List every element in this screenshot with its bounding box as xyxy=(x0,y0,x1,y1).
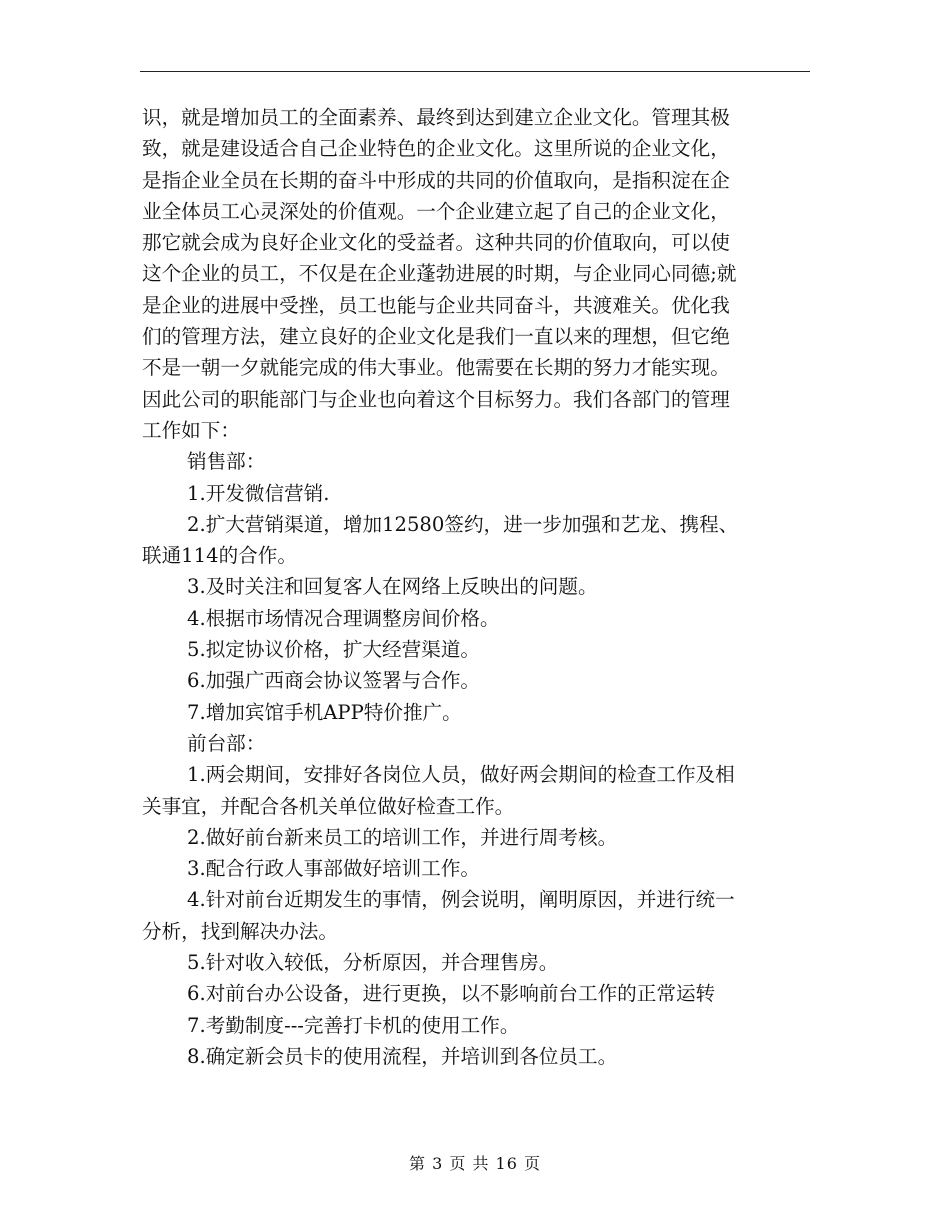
front-desk-item-6: 6.对前台办公设备，进行更换，以不影响前台工作的正常运转 xyxy=(187,982,716,1006)
body-line: 不是一朝一夕就能完成的伟大事业。他需要在长期的努力才能实现。 xyxy=(142,356,730,380)
body-line: 识，就是增加员工的全面素养、最终到达到建立企业文化。管理其极 xyxy=(142,106,730,129)
front-desk-item-3: 3.配合行政人事部做好培训工作。 xyxy=(187,857,481,881)
sales-item-5: 5.拟定协议价格，扩大经营渠道。 xyxy=(187,638,481,662)
body-line: 那它就会成为良好企业文化的受益者。这种共同的价值取向，可以使 xyxy=(142,231,730,255)
front-desk-item-4-continued: 分析，找到解决办法。 xyxy=(142,919,338,943)
sales-item-4: 4.根据市场情况合理调整房间价格。 xyxy=(187,606,500,630)
body-line: 因此公司的职能部门与企业也向着这个目标努力。我们各部门的管理 xyxy=(142,387,730,411)
document-body xyxy=(142,102,810,1072)
front-desk-item-8: 8.确定新会员卡的使用流程，并培训到各位员工。 xyxy=(187,1044,618,1068)
body-line: 们的管理方法，建立良好的企业文化是我们一直以来的理想，但它绝 xyxy=(142,325,730,349)
page-footer: 第 3 页 共 16 页 xyxy=(409,1154,541,1173)
sales-item-1: 1.开发微信营销. xyxy=(187,481,330,505)
front-desk-heading: 前台部： xyxy=(187,731,266,755)
body-line: 是指企业全员在长期的奋斗中形成的共同的价值取向，是指积淀在企 xyxy=(142,168,730,192)
sales-heading: 销售部： xyxy=(187,450,266,474)
front-desk-item-5: 5.针对收入较低，分析原因，并合理售房。 xyxy=(187,951,559,975)
body-line: 是企业的进展中受挫，员工也能与企业共同奋斗，共渡难关。优化我 xyxy=(142,293,730,317)
front-desk-item-2: 2.做好前台新来员工的培训工作，并进行周考核。 xyxy=(187,825,618,849)
sales-item-6: 6.加强广西商会协议签署与合作。 xyxy=(187,669,481,693)
sales-item-3: 3.及时关注和回复客人在网络上反映出的问题。 xyxy=(187,575,598,599)
sales-item-2-continued: 联通114的合作。 xyxy=(142,544,297,568)
body-line: 这个企业的员工，不仅是在企业蓬勃进展的时期，与企业同心同德;就 xyxy=(142,262,737,286)
front-desk-item-7: 7.考勤制度---完善打卡机的使用工作。 xyxy=(187,1013,520,1037)
header-rule xyxy=(140,71,810,72)
front-desk-item-1-continued: 关事宜，并配合各机关单位做好检查工作。 xyxy=(142,794,515,818)
body-line: 致，就是建设适合自己企业特色的企业文化。这里所说的企业文化， xyxy=(142,137,730,161)
body-line: 业全体员工心灵深处的价值观。一个企业建立起了自己的企业文化， xyxy=(142,199,730,223)
body-line: 工作如下： xyxy=(142,418,240,442)
front-desk-item-4: 4.针对前台近期发生的事情，例会说明，阐明原因，并进行统一 xyxy=(187,888,735,912)
sales-item-2: 2.扩大营销渠道，增加12580签约，进一步加强和艺龙、携程、 xyxy=(187,512,739,536)
sales-item-7: 7.增加宾馆手机APP特价推广。 xyxy=(187,700,462,724)
front-desk-item-1: 1.两会期间，安排好各岗位人员，做好两会期间的检查工作及相 xyxy=(187,763,735,787)
